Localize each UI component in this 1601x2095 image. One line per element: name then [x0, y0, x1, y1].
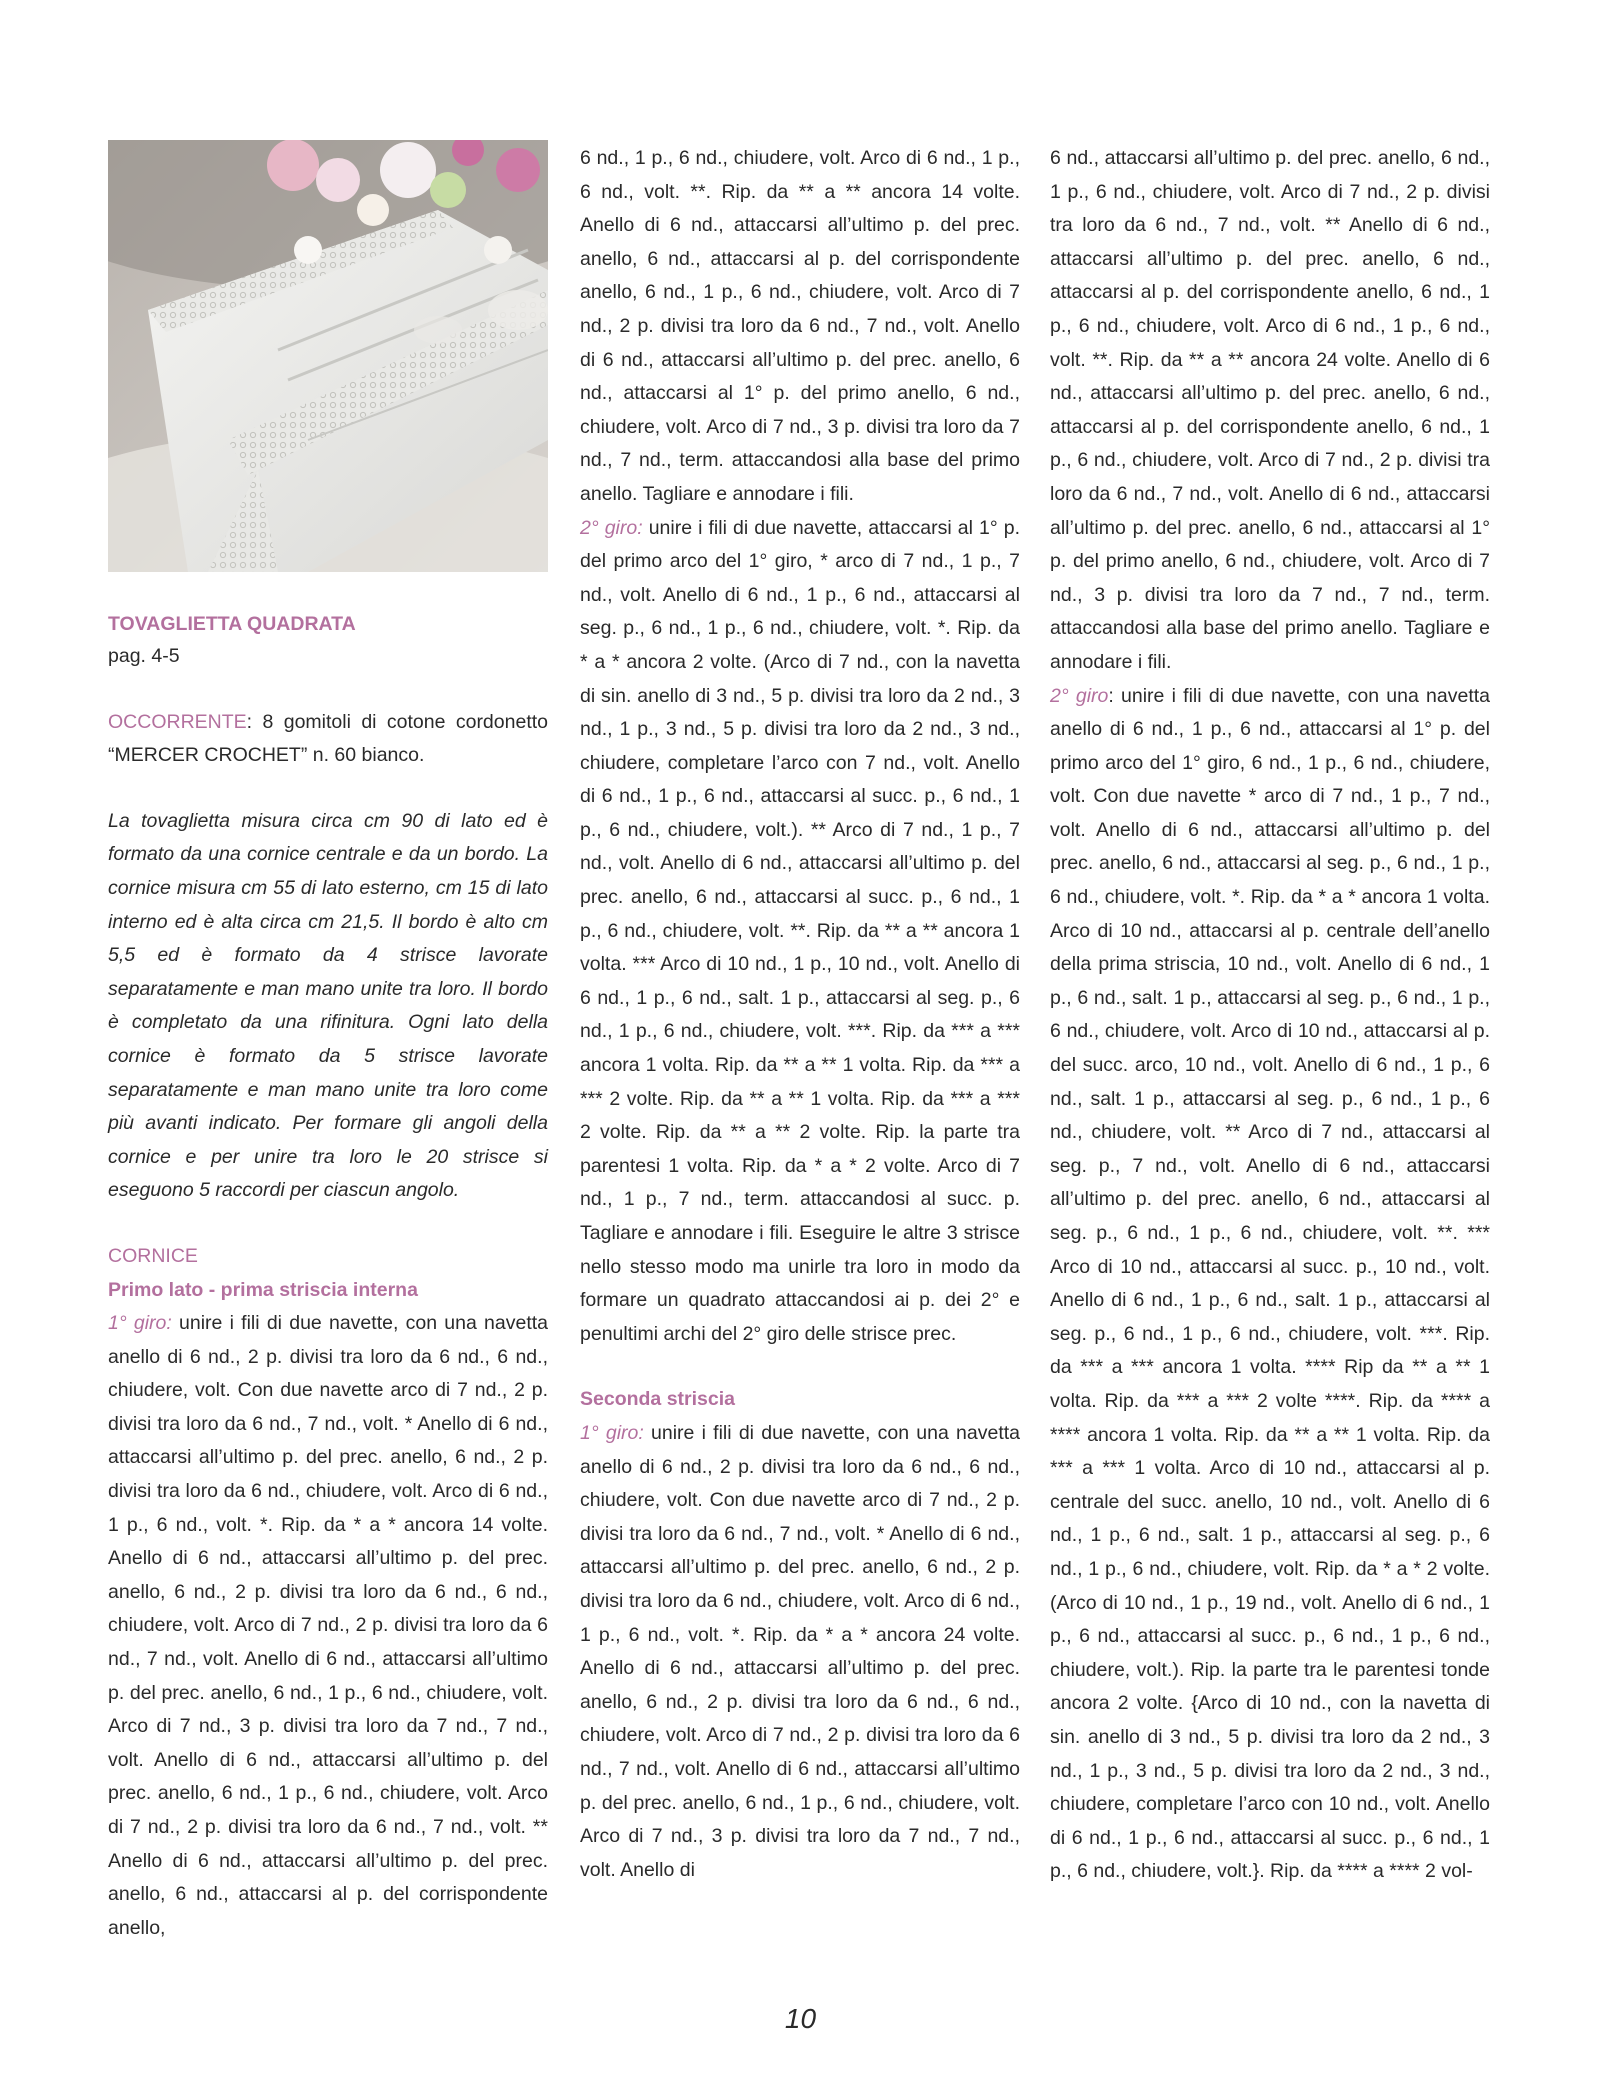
tablecloth-photo	[108, 140, 548, 572]
page-reference: pag. 4-5	[108, 645, 180, 667]
column-3	[1050, 142, 1490, 1889]
column-1	[108, 140, 548, 1945]
instructions-paragraph	[108, 1307, 548, 1945]
intro-paragraph: La tovaglietta misura circa cm 90 di lato ed è formato da una cornice centrale e da un bordo. La cornice misura cm 55 di lato esterno, cm 15 di lato interno ed è alta circa cm 21,5. Il bordo è alto cm 5,5 ed è formato da 4 strisce lavorate separatamente e man mano unite tra loro. Il bordo è completato da una rifinitura. Ogni lato della cornice è formato da 5 strisce lavorate separatamente e man mano unite tra loro come più avanti indicato. Per formare gli angoli della cornice e per unire tra loro le 20 strisce si eseguono 5 raccordi per ciascun angolo.	[108, 809, 548, 1202]
round-label: 1° giro:	[580, 1421, 644, 1444]
round-text: : unire i fili di due navette, con una navetta anello di 6 nd., 1 p., 6 nd., attaccarsi al 1° p. del primo arco del 1° giro, 6 nd., 1 p., 6 nd., chiudere, volt. Con due navette * arco di 7 nd., 1 p., 7 nd., volt. Anello di 6 nd., attaccarsi all’ultimo p. del prec. anello, 6 nd., attaccarsi al seg. p., 6 nd., 1 p., 6 nd., chiudere, volt. *. Rip. da * a * ancora 1 volta. Arco di 10 nd., attaccarsi al p. centrale dell’anello della prima striscia, 10 nd., volt. Anello di 6 nd., 1 p., 6 nd., salt. 1 p., attaccarsi al seg. p., 6 nd., 1 p., 6 nd., chiudere, volt. Arco di 10 nd., attaccarsi al p. del succ. arco, 10 nd., volt. Anello di 6 nd., 1 p., 6 nd., salt. 1 p., attaccarsi al seg. p., 6 nd., 1 p., 6 nd., chiudere, volt. ** Arco di 7 nd., attaccarsi al seg. p., 7 nd., volt. Anello di 6 nd., attaccarsi all’ultimo p. del prec. anello, 6 nd., attaccarsi al seg. p., 6 nd., 1 p., 6 nd., chiudere, volt. **. *** Arco di 10 nd., attaccarsi al succ. p., 10 nd., volt. Anello di 6 nd., 1 p., 6 nd., salt. 1 p., attaccarsi al seg. p., 6 nd., 1 p., 6 nd., chiudere, volt. ***. Rip. da *** a *** ancora 1 volta. **** Rip da ** a ** 1 volta. Rip. da *** a *** 2 volte ****. Rip. da **** a **** ancora 1 volta. Rip. da ** a ** 1 volta. Rip. da *** a *** 1 volta. Arco di 10 nd., attaccarsi al p. centrale del succ. anello, 10 nd., volt. Anello di 6 nd., 1 p., 6 nd., salt. 1 p., attaccarsi al seg. p., 6 nd., 1 p., 6 nd., chiudere, volt. Rip. da * a * 2 volte. (Arco di 10 nd., 1 p., 19 nd., volt. Anello di 6 nd., 1 p., 6 nd., attaccarsi al succ. p., 6 nd., 1 p., 6 nd., chiudere, volt.). Rip. la parte tra le parentesi tonde ancora 2 volte. {Arco di 10 nd., con la navetta di sin. anello di 3 nd., 5 p. divisi tra loro da 2 nd., 3 nd., 1 p., 3 nd., 5 p. divisi tra loro da 2 nd., 3 nd., chiudere, completare l’arco con 10 nd., volt. Anello di 6 nd., 1 p., 6 nd., attaccarsi al succ. p., 6 nd., 1 p., 6 nd., chiudere, volt.}. Rip. da **** a **** 2 vol-	[1050, 684, 1490, 1883]
instructions-paragraph	[580, 1417, 1020, 1887]
round-label: 2° giro	[1050, 684, 1109, 707]
section-heading-cornice: CORNICE	[108, 1244, 198, 1267]
tablecloth-illustration	[108, 140, 548, 572]
instructions-paragraph: 6 nd., attaccarsi all’ultimo p. del prec. anello, 6 nd., 1 p., 6 nd., chiudere, volt. Arco di 7 nd., 2 p. divisi tra loro da 6 nd., 7 nd., volt. ** Anello di 6 nd., attaccarsi all’ultimo p. del prec. anello, 6 nd., attaccarsi al p. del corrispondente anello, 6 nd., 1 p., 6 nd., chiudere, volt. Arco di 6 nd., 1 p., 6 nd., volt. **. Rip. da ** a ** ancora 24 volte. Anello di 6 nd., attaccarsi all’ultimo p. del prec. anello, 6 nd., attaccarsi al p. del corrispondente anello, 6 nd., 1 p., 6 nd., chiudere, volt. Arco di 7 nd., 2 p. divisi tra loro da 6 nd., 7 nd., volt. Anello di 6 nd., attaccarsi all’ultimo p. del prec. anello, 6 nd., attaccarsi al 1° p. del primo anello, 6 nd., chiudere, volt. Arco di 7 nd., 3 p. divisi tra loro da 7 nd., 7 nd., term. attaccandosi alla base del primo anello. Tagliare e annodare i fili.	[1050, 147, 1490, 673]
round-text: unire i fili di due navette, con una navetta anello di 6 nd., 2 p. divisi tra loro da 6 nd., 6 nd., chiudere, volt. Con due navette arco di 7 nd., 2 p. divisi tra loro da 6 nd., 7 nd., volt. * Anello di 6 nd., attaccarsi all’ultimo p. del prec. anello, 6 nd., 2 p. divisi tra loro da 6 nd., chiudere, volt. Arco di 6 nd., 1 p., 6 nd., volt. *. Rip. da * a * ancora 14 volte. Anello di 6 nd., attaccarsi all’ultimo p. del prec. anello, 6 nd., 2 p. divisi tra loro da 6 nd., 6 nd., chiudere, volt. Arco di 7 nd., 2 p. divisi tra loro da 6 nd., 7 nd., volt. Anello di 6 nd., attaccarsi all’ultimo p. del prec. anello, 6 nd., 1 p., 6 nd., chiudere, volt. Arco di 7 nd., 3 p. divisi tra loro da 7 nd., 7 nd., volt. Anello di 6 nd., attaccarsi all’ultimo p. del prec. anello, 6 nd., 1 p., 6 nd., chiudere, volt. Arco di 7 nd., 2 p. divisi tra loro da 6 nd., 7 nd., volt. ** Anello di 6 nd., attaccarsi all’ultimo p. del prec. anello, 6 nd., attaccarsi al p. del corrispondente anello,	[108, 1312, 548, 1939]
round-text: unire i fili di due navette, con una navetta anello di 6 nd., 2 p. divisi tra loro da 6 nd., 6 nd., chiudere, volt. Con due navette arco di 7 nd., 2 p. divisi tra loro da 6 nd., 7 nd., volt. * Anello di 6 nd., attaccarsi all’ultimo p. del prec. anello, 6 nd., 2 p. divisi tra loro da 6 nd., chiudere, volt. Arco di 6 nd., 1 p., 6 nd., volt. *. Rip. da * a * ancora 24 volte. Anello di 6 nd., attaccarsi all’ultimo p. del prec. anello, 6 nd., 2 p. divisi tra loro da 6 nd., 6 nd., chiudere, volt. Arco di 7 nd., 2 p. divisi tra loro da 6 nd., 7 nd., volt. Anello di 6 nd., attaccarsi all’ultimo p. del prec. anello, 6 nd., 1 p., 6 nd., chiudere, volt. Arco di 7 nd., 3 p. divisi tra loro da 7 nd., 7 nd., volt. Anello di	[580, 1421, 1020, 1881]
column-2	[580, 142, 1020, 1887]
round-label: 1° giro:	[108, 1312, 172, 1335]
materials-paragraph	[108, 706, 548, 773]
round-label: 2° giro:	[580, 516, 643, 539]
recipe-title: TOVAGLIETTA QUADRATA	[108, 613, 356, 635]
instructions-paragraph	[1050, 680, 1490, 1889]
instructions-paragraph	[580, 512, 1020, 1352]
subsection-heading: Seconda striscia	[580, 1388, 735, 1411]
subsection-heading: Primo lato - prima striscia interna	[108, 1278, 418, 1301]
round-text: unire i fili di due navette, attaccarsi al 1° p. del primo arco del 1° giro, * arco di 7 nd., 1 p., 7 nd., volt. Anello di 6 nd., 1 p., 6 nd., attaccarsi al seg. p., 6 nd., 1 p., 6 nd., chiudere, volt. *. Rip. da * a * ancora 2 volte. (Arco di 7 nd., con la navetta di sin. anello di 3 nd., 5 p. divisi tra loro da 2 nd., 3 nd., 1 p., 3 nd., 5 p. divisi tra loro da 2 nd., 3 nd., chiudere, completare l’arco con 7 nd., volt. Anello di 6 nd., 1 p., 6 nd., attaccarsi al succ. p., 6 nd., 1 p., 6 nd., chiudere, volt.). ** Arco di 7 nd., 1 p., 7 nd., volt. Anello di 6 nd., attaccarsi all’ultimo p. del prec. anello, 6 nd., attaccarsi al succ. p., 6 nd., 1 p., 6 nd., chiudere, volt. **. Rip. da ** a ** ancora 1 volta. *** Arco di 10 nd., 1 p., 10 nd., volt. Anello di 6 nd., 1 p., 6 nd., salt. 1 p., attaccarsi al seg. p., 6 nd., 1 p., 6 nd., chiudere, volt. ***. Rip. da *** a *** ancora 1 volta. Rip. da ** a ** 1 volta. Rip. da *** a *** 2 volte. Rip. da ** a ** 1 volta. Rip. da *** a *** 2 volte. Rip. da ** a ** 2 volte. Rip. la parte tra parentesi 1 volta. Rip. da * a * 2 volte. Arco di 7 nd., 1 p., 7 nd., term. attaccandosi al succ. p. Tagliare e annodare i fili. Eseguire le altre 3 strisce nello stesso modo ma unirle tra loro in modo da formare un quadrato attaccandosi ai p. dei 2° e penultimi archi del 2° giro delle strisce prec.	[580, 516, 1020, 1345]
materials-text: : 8 gomitoli di cotone cordonetto “MERCER CROCHET” n. 60 bianco.	[108, 710, 548, 767]
materials-label: OCCORRENTE	[108, 710, 247, 733]
page-number: 10	[784, 2003, 817, 2034]
instructions-paragraph: 6 nd., 1 p., 6 nd., chiudere, volt. Arco di 6 nd., 1 p., 6 nd., volt. **. Rip. da ** a ** ancora 14 volte. Anello di 6 nd., attaccarsi all’ultimo p. del prec. anello, 6 nd., attaccarsi al p. del corrispondente anello, 6 nd., 1 p., 6 nd., chiudere, volt. Arco di 7 nd., 2 p. divisi tra loro da 6 nd., 7 nd., volt. Anello di 6 nd., attaccarsi all’ultimo p. del prec. anello, 6 nd., attaccarsi al 1° p. del primo anello, 6 nd., chiudere, volt. Arco di 7 nd., 3 p. divisi tra loro da 7 nd., 7 nd., term. attaccandosi alla base del primo anello. Tagliare e annodare i fili.	[580, 147, 1020, 505]
